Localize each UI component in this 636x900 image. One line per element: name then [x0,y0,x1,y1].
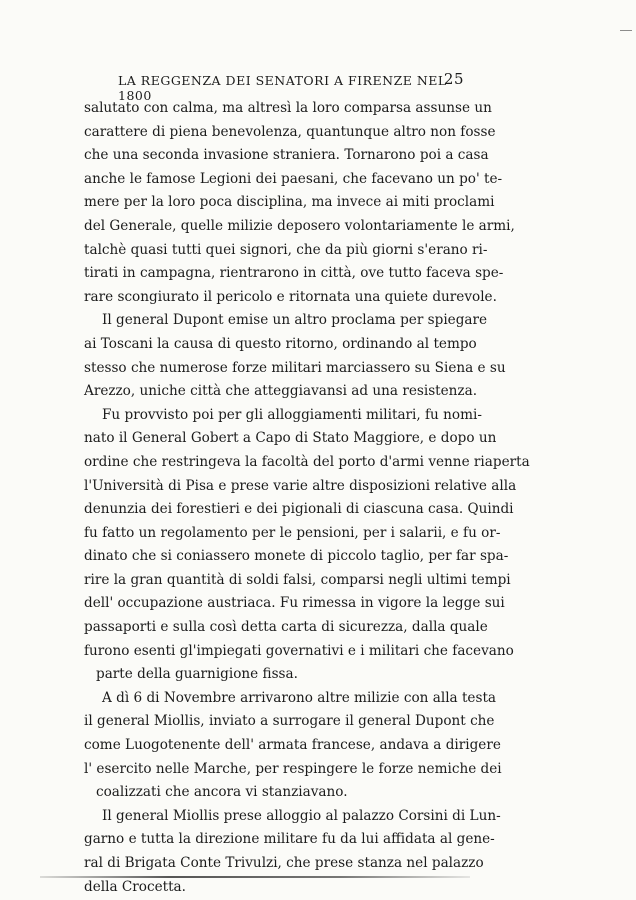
text-line: l' esercito nelle Marche, per respingere le forze nemiche dei [84,760,502,777]
page-header [84,70,464,103]
text-line: rare scongiurato il pericolo e ritornata una quiete durevole. [84,288,497,305]
running-title: LA REGGENZA DEI SENATORI A FIRENZE NEL 1800 [118,73,447,103]
text-line: garno e tutta la direzione militare fu da lui affidata al gene- [84,831,495,848]
text-line: dell' occupazione austriaca. Fu rimessa in vigore la legge sui [84,595,505,612]
text-line: Fu provvisto poi per gli alloggiamenti militari, fu nomi- [102,406,482,423]
text-line: salutato con calma, ma altresì la loro comparsa assunse un [84,100,492,116]
text-line: ral di Brigata Conte Trivulzi, che prese stanza nel palazzo [84,855,484,871]
text-line: furono esenti gl'impiegati governativi e i militari che facevano [84,642,514,659]
page-edge-shadow [40,876,470,878]
page-number: 25 [443,70,464,88]
text-line: il general Miollis, inviato a surrogare il general Dupont che [84,713,495,730]
text-line: anche le famose Legioni dei paesani, che facevano un po' te- [84,170,503,187]
text-line: coalizzati che ancora vi stanziavano. [96,784,348,801]
text-line: stesso che numerose forze militari marciassero su Siena e su [84,359,506,376]
text-line: A dì 6 di Novembre arrivarono altre milizie con alla testa [102,689,497,706]
text-line: rire la gran quantità di soldi falsi, comparsi negli ultimi tempi [84,571,511,588]
text-line: tirati in campagna, rientrarono in città, ove tutto faceva spe- [84,265,504,282]
text-line: Arezzo, uniche città che atteggiavansi ad una resistenza. [84,383,478,400]
text-line: Il general Dupont emise un altro proclama per spiegare [102,312,488,329]
text-line: che una seconda invasione straniera. Tornarono poi a casa [84,147,489,164]
body-text [84,97,530,899]
text-line: come Luogotenente dell' armata francese, andava a dirigere [84,737,501,754]
text-line: ordine che restringeva la facoltà del porto d'armi venne riaperta [84,453,530,470]
text-line: denunzia dei forestieri e dei pigionali di ciascuna casa. Quindi [84,501,514,518]
text-line: Il general Miollis prese alloggio al palazzo Corsini di Lun- [102,807,501,824]
page-edge-mark [620,30,632,31]
text-line: ai Toscani la causa di questo ritorno, ordinando al tempo [84,335,477,352]
text-line: nato il General Gobert a Capo di Stato Maggiore, e dopo un [84,430,497,447]
text-line: fu fatto un regolamento per le pensioni, per i salarii, e fu or- [84,524,501,541]
text-line: l'Università di Pisa e prese varie altre disposizioni relative alla [84,477,517,494]
text-line: della Crocetta. [84,878,186,895]
text-line: del Generale, quelle milizie deposero volontariamente le armi, [84,217,515,234]
text-line: carattere di piena benevolenza, quantunque altro non fosse [84,123,496,140]
text-line: passaporti e sulla così detta carta di sicurezza, dalla quale [84,619,488,636]
text-line: parte della guarnigione fissa. [96,666,298,683]
text-line: dinato che si coniassero monete di piccolo taglio, per far spa- [84,548,509,565]
text-line: mere per la loro poca disciplina, ma invece ai miti proclami [84,194,495,211]
text-line: talchè quasi tutti quei signori, che da più giorni s'erano ri- [84,241,488,258]
